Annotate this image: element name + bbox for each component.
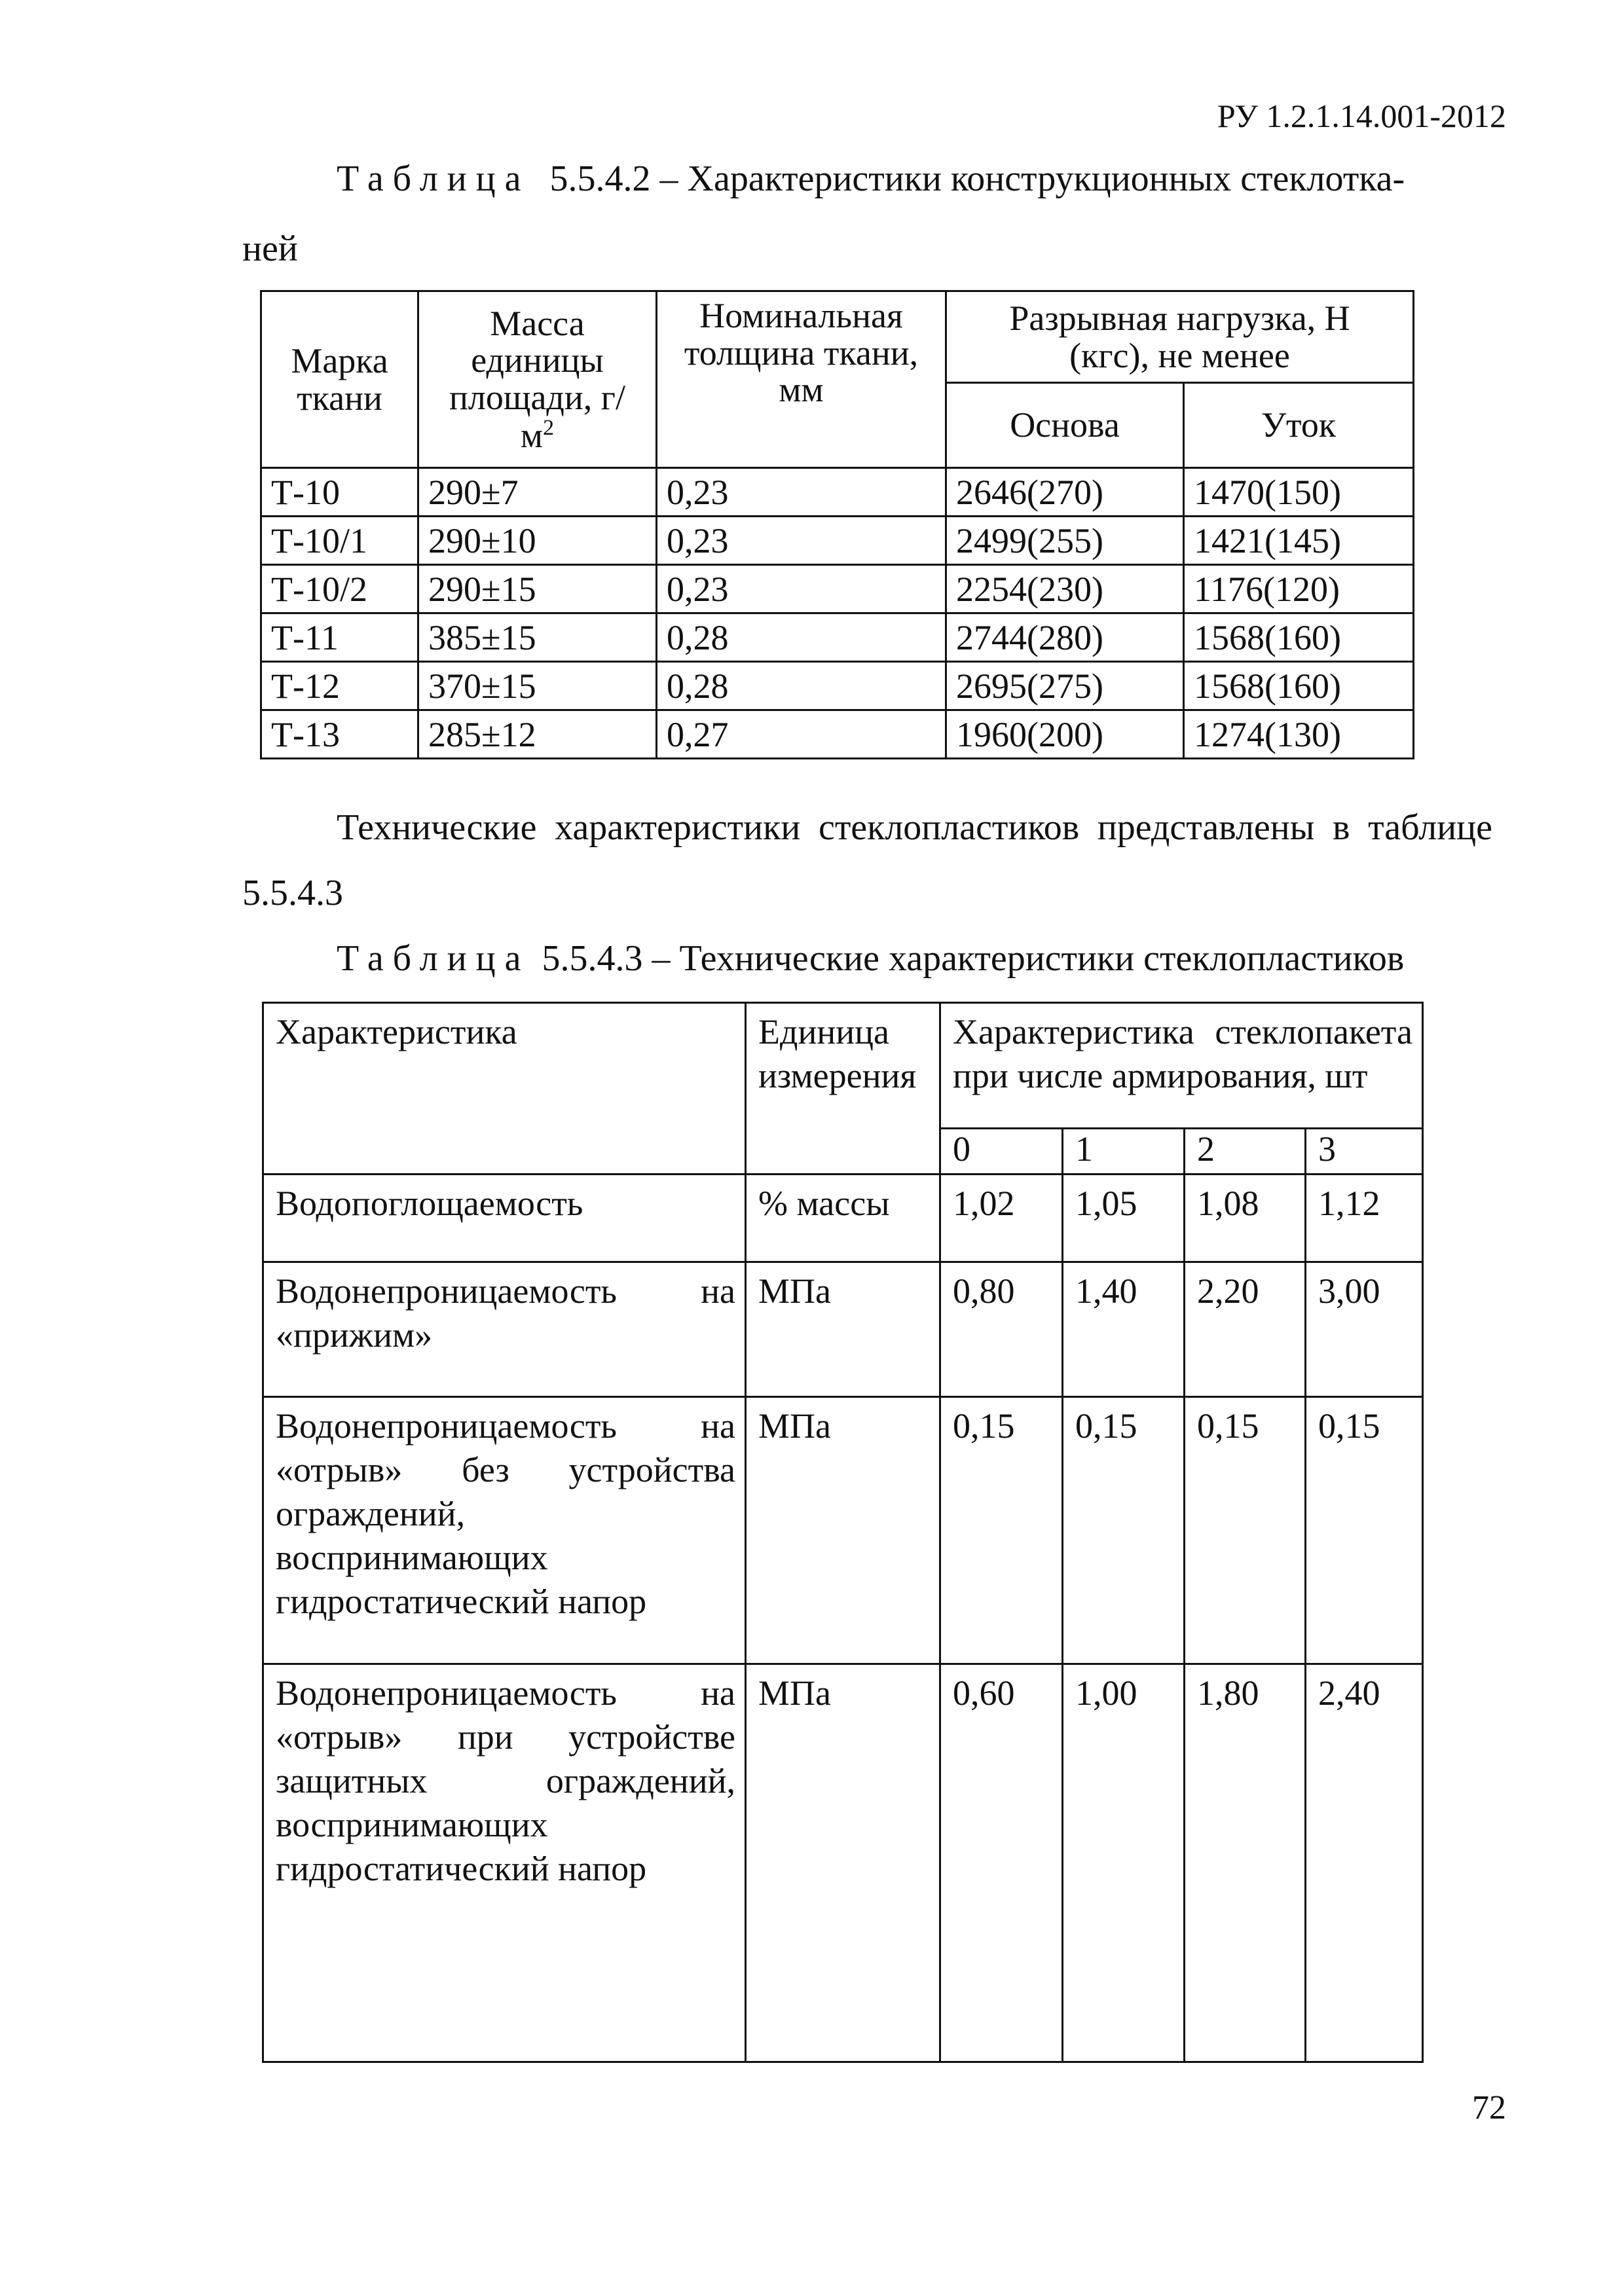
cell-value: 1,80 <box>1185 1664 1306 2062</box>
header-pack-characteristic: Характеристика стеклопакета при числе армирования, шт <box>940 1003 1423 1129</box>
cell-value: 0,60 <box>940 1664 1063 2062</box>
cell: 1568(160) <box>1184 662 1414 710</box>
cell-value: 2,20 <box>1185 1262 1306 1397</box>
cell: Т-13 <box>261 710 418 759</box>
cell-value: 1,00 <box>1063 1664 1185 2062</box>
cell-value: 0,15 <box>1185 1397 1306 1664</box>
header-weft: Уток <box>1184 383 1414 468</box>
table1-caption-word: Таблица <box>337 158 530 199</box>
cell-unit: МПа <box>746 1664 940 2062</box>
fiberglass-characteristics-table <box>262 1002 1424 2063</box>
cell: 2646(270) <box>946 468 1184 517</box>
page-number: 72 <box>1472 2089 1506 2126</box>
table-row <box>263 1397 1423 1664</box>
cell: 0,28 <box>657 662 946 710</box>
table-row <box>263 1664 1423 2062</box>
cell-value: 0,15 <box>1306 1397 1423 1664</box>
document-code: РУ 1.2.1.14.001-2012 <box>1217 98 1506 134</box>
cell-value: 2,40 <box>1306 1664 1423 2062</box>
cell: 2744(280) <box>946 613 1184 662</box>
cell-unit: МПа <box>746 1262 940 1397</box>
cell: 385±15 <box>418 613 657 662</box>
header-mass-superscript: 2 <box>543 415 555 440</box>
table2-caption-text: 5.5.4.3 – Технические характеристики стеклопластиков <box>542 938 1405 979</box>
cell-value: 1,05 <box>1063 1175 1185 1262</box>
header-brand: Марка ткани <box>261 291 418 468</box>
paragraph-line-1: Технические характеристики стеклопластиков представлены в таблице <box>337 807 1492 848</box>
header-count-3: 3 <box>1306 1129 1423 1175</box>
paragraph-line-2: 5.5.4.3 <box>242 873 343 913</box>
cell-value: 0,80 <box>940 1262 1063 1397</box>
cell: 0,23 <box>657 565 946 613</box>
header-mass <box>418 291 657 468</box>
fabric-characteristics-table <box>260 290 1414 759</box>
table-row <box>261 565 1414 613</box>
header-warp: Основа <box>946 383 1184 468</box>
cell: 0,23 <box>657 517 946 565</box>
header-breaking-load: Разрывная нагрузка, Н (кгс), не менее <box>946 291 1414 383</box>
cell-value: 1,12 <box>1306 1175 1423 1262</box>
cell-characteristic: Водопоглощаемость <box>263 1175 746 1262</box>
cell-unit: МПа <box>746 1397 940 1664</box>
cell-characteristic: Водонепроницаемость на «прижим» <box>263 1262 746 1397</box>
cell: 2254(230) <box>946 565 1184 613</box>
cell: 1470(150) <box>1184 468 1414 517</box>
cell: 1421(145) <box>1184 517 1414 565</box>
header-mass-text: Масса единицы площади, г/м <box>449 303 625 455</box>
cell: Т-10 <box>261 468 418 517</box>
table2-caption <box>337 940 1404 977</box>
cell: 1568(160) <box>1184 613 1414 662</box>
cell: 1176(120) <box>1184 565 1414 613</box>
cell-characteristic: Водонепроницаемость на «отрыв» без устройства ограждений, воспринимающих гидростатический напор <box>263 1397 746 1664</box>
cell-value: 1,08 <box>1185 1175 1306 1262</box>
table-row <box>261 662 1414 710</box>
table1-caption-continued: ней <box>242 228 298 269</box>
table-row <box>261 517 1414 565</box>
table-row <box>261 710 1414 759</box>
table-row <box>261 613 1414 662</box>
cell-value: 0,15 <box>940 1397 1063 1664</box>
cell-value: 3,00 <box>1306 1262 1423 1397</box>
header-unit: Единица измерения <box>746 1003 940 1175</box>
cell: 290±7 <box>418 468 657 517</box>
table1-caption <box>337 160 1405 197</box>
cell: Т-11 <box>261 613 418 662</box>
cell: 0,28 <box>657 613 946 662</box>
cell-value: 1,40 <box>1063 1262 1185 1397</box>
header-characteristic: Характеристика <box>263 1003 746 1175</box>
cell: 2499(255) <box>946 517 1184 565</box>
cell: 0,23 <box>657 468 946 517</box>
table-row <box>261 468 1414 517</box>
table-row <box>263 1262 1423 1397</box>
cell-characteristic: Водонепроницаемость на «отрыв» при устройстве защитных ограждений, воспринимающих гидростатический напор <box>263 1664 746 2062</box>
header-thickness: Номинальная толщина ткани, мм <box>657 291 946 468</box>
cell-value: 1,02 <box>940 1175 1063 1262</box>
cell: 1274(130) <box>1184 710 1414 759</box>
cell: 290±10 <box>418 517 657 565</box>
cell: 370±15 <box>418 662 657 710</box>
cell: 290±15 <box>418 565 657 613</box>
cell-unit: % массы <box>746 1175 940 1262</box>
cell: Т-12 <box>261 662 418 710</box>
cell-value: 0,15 <box>1063 1397 1185 1664</box>
header-count-2: 2 <box>1185 1129 1306 1175</box>
cell: 2695(275) <box>946 662 1184 710</box>
cell: 1960(200) <box>946 710 1184 759</box>
cell: Т-10/2 <box>261 565 418 613</box>
table1-caption-text: 5.5.4.2 – Характеристики конструкционных стеклотка- <box>549 158 1405 199</box>
table2-caption-word: Таблица <box>337 938 530 979</box>
cell: 0,27 <box>657 710 946 759</box>
header-count-0: 0 <box>940 1129 1063 1175</box>
table-row <box>263 1175 1423 1262</box>
cell: Т-10/1 <box>261 517 418 565</box>
cell: 285±12 <box>418 710 657 759</box>
header-count-1: 1 <box>1063 1129 1185 1175</box>
